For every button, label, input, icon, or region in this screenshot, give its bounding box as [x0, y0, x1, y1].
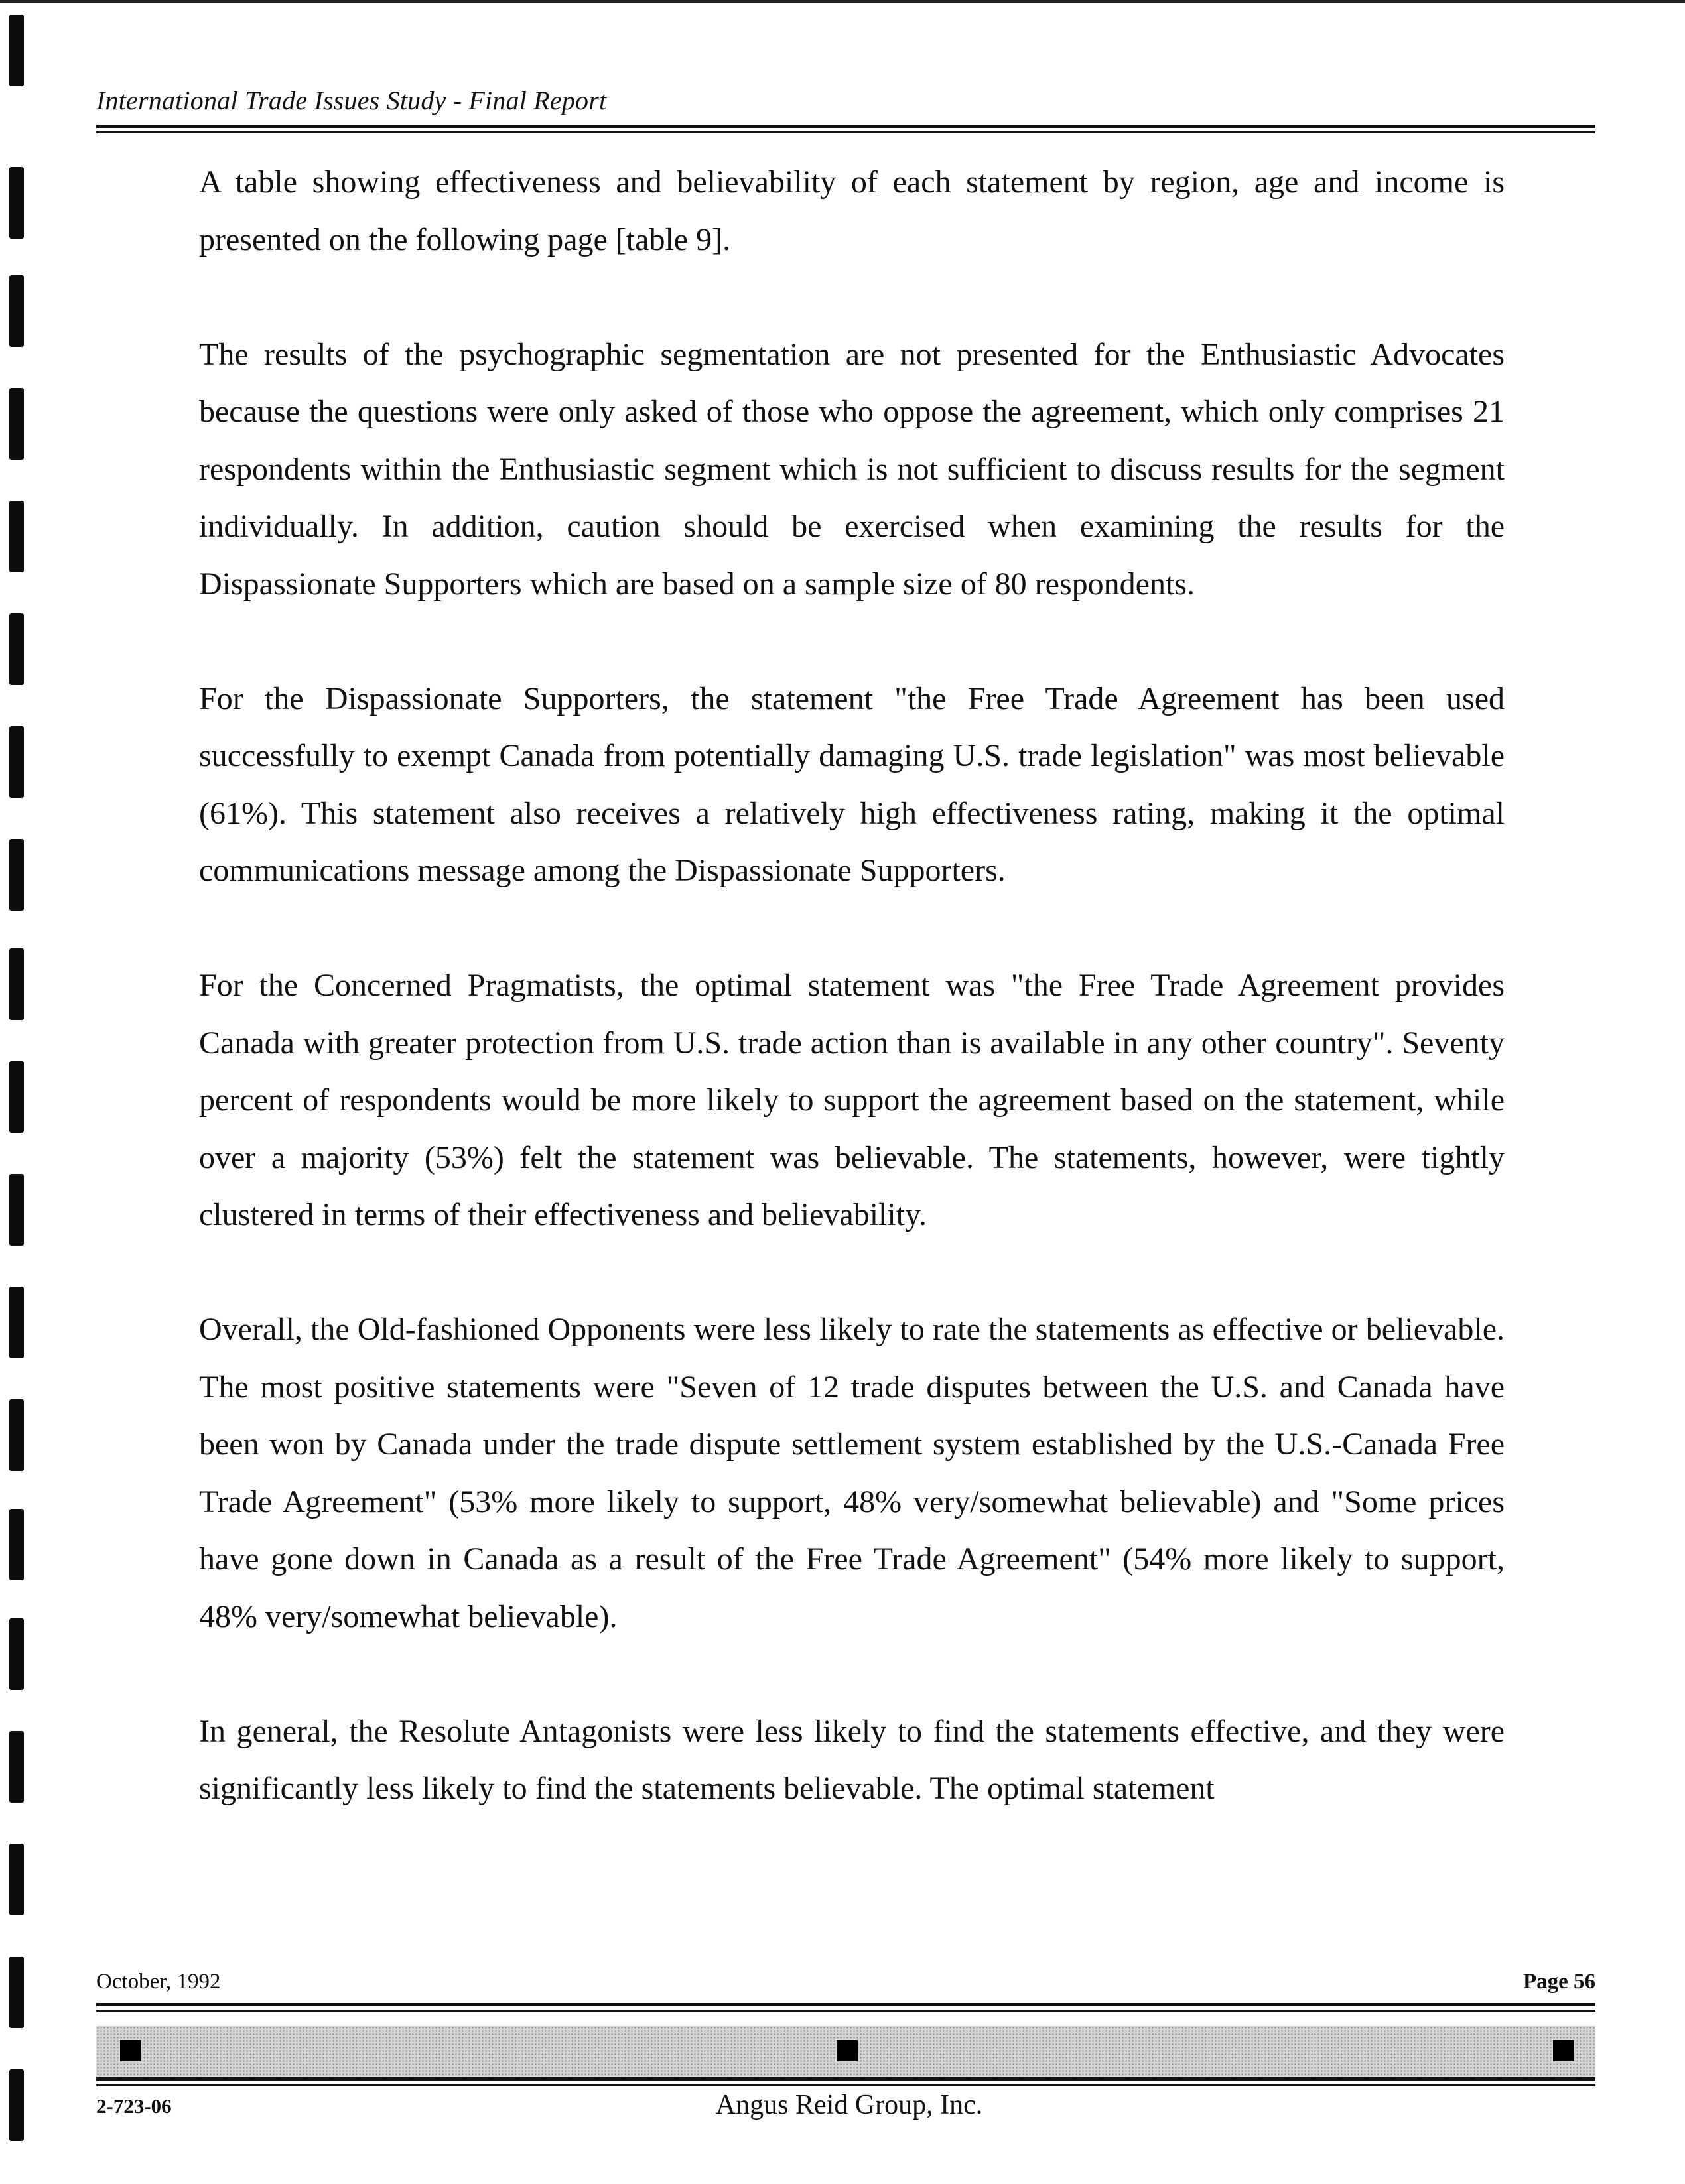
paragraph-resolute-antagonists: In general, the Resolute Antagonists were less likely to find the statements effective, and they were significantly less likely to find the statements believable. The optimal statement — [199, 1713, 1505, 1806]
top-edge-rule — [0, 0, 1685, 3]
margin-mark — [9, 948, 24, 1020]
paragraph-concerned-pragmatists: For the Concerned Pragmatists, the optimal statement was "the Free Trade Agreement provides Canada with greater protection from U.S. trade action than is available in any other country". Seventy percent of respondents would be more likely to support the agreement based on the statement, while over a majority (53%) felt the statement was believable. The statements, however, were tightly clustered in terms of their effectiveness and believability. — [199, 968, 1505, 1232]
running-header-title: International Trade Issues Study - Final Report — [96, 86, 607, 115]
margin-mark — [9, 1957, 24, 2028]
margin-mark — [9, 2069, 24, 2141]
margin-mark — [9, 1731, 24, 1803]
paragraph-segmentation-note: The results of the psychographic segmentation are not presented for the Enthusiastic Advocates because the questions were only asked of those who oppose the agreement, which only comprises 21 respondents within the Enthusiastic segment which is not sufficient to discuss results for the segment individually. In addition, caution should be exercised when examining the results for the Dispassionate Supporters which are based on a sample size of 80 respondents. — [199, 336, 1505, 602]
margin-mark — [9, 501, 24, 572]
band-marker-left — [120, 2040, 141, 2061]
margin-mark — [9, 1399, 24, 1471]
footer-shaded-band — [96, 2026, 1595, 2077]
footer-company-name: Angus Reid Group, Inc. — [715, 2090, 983, 2120]
binding-margin-marks — [9, 0, 29, 2184]
margin-mark — [9, 15, 24, 86]
margin-mark — [9, 167, 24, 239]
margin-mark — [9, 1618, 24, 1690]
margin-mark — [9, 1509, 24, 1580]
header-rule — [96, 125, 1595, 135]
paragraph-old-fashioned-opponents: Overall, the Old-fashioned Opponents were less likely to rate the statements as effective or believable. The most positive statements were "Seven of 12 trade disputes between the U.S. and Canada have been won by Canada under the trade dispute settlement system established by the U.S.-Canada Free Trade Agreement" (53% more likely to support, 48% very/somewhat believable) and "Some prices have gone down in Canada as a result of the Free Trade Agreement" (54% more likely to support, 48% very/somewhat believable). — [199, 1312, 1505, 1634]
margin-mark — [9, 613, 24, 685]
footer-page-number: Page 56 — [1522, 1970, 1595, 1994]
paragraph-dispassionate-supporters: For the Dispassionate Supporters, the statement "the Free Trade Agreement has been used successfully to exempt Canada from potentially damaging U.S. trade legislation" was most believable (61%). This statement also receives a relatively high effectiveness rating, making it the optimal communications message among the Dispassionate Supporters. — [199, 680, 1505, 888]
margin-mark — [9, 275, 24, 347]
footer-rule-bottom — [96, 2077, 1595, 2088]
margin-mark — [9, 1844, 24, 1915]
paragraph-table-reference: A table showing effectiveness and believability of each statement by region, age and income is presented on the following page [table 9]. — [199, 164, 1505, 257]
margin-mark — [9, 726, 24, 798]
margin-mark — [9, 1174, 24, 1246]
footer-document-code: 2-723-06 — [96, 2094, 172, 2118]
footer-rule-top — [96, 2003, 1595, 2014]
margin-mark — [9, 388, 24, 460]
margin-mark — [9, 1061, 24, 1133]
margin-mark — [9, 1287, 24, 1358]
report-body — [199, 154, 1505, 1818]
margin-mark — [9, 839, 24, 911]
band-marker-right — [1553, 2040, 1574, 2061]
band-marker-center — [837, 2040, 858, 2061]
footer-date: October, 1992 — [96, 1970, 221, 1994]
